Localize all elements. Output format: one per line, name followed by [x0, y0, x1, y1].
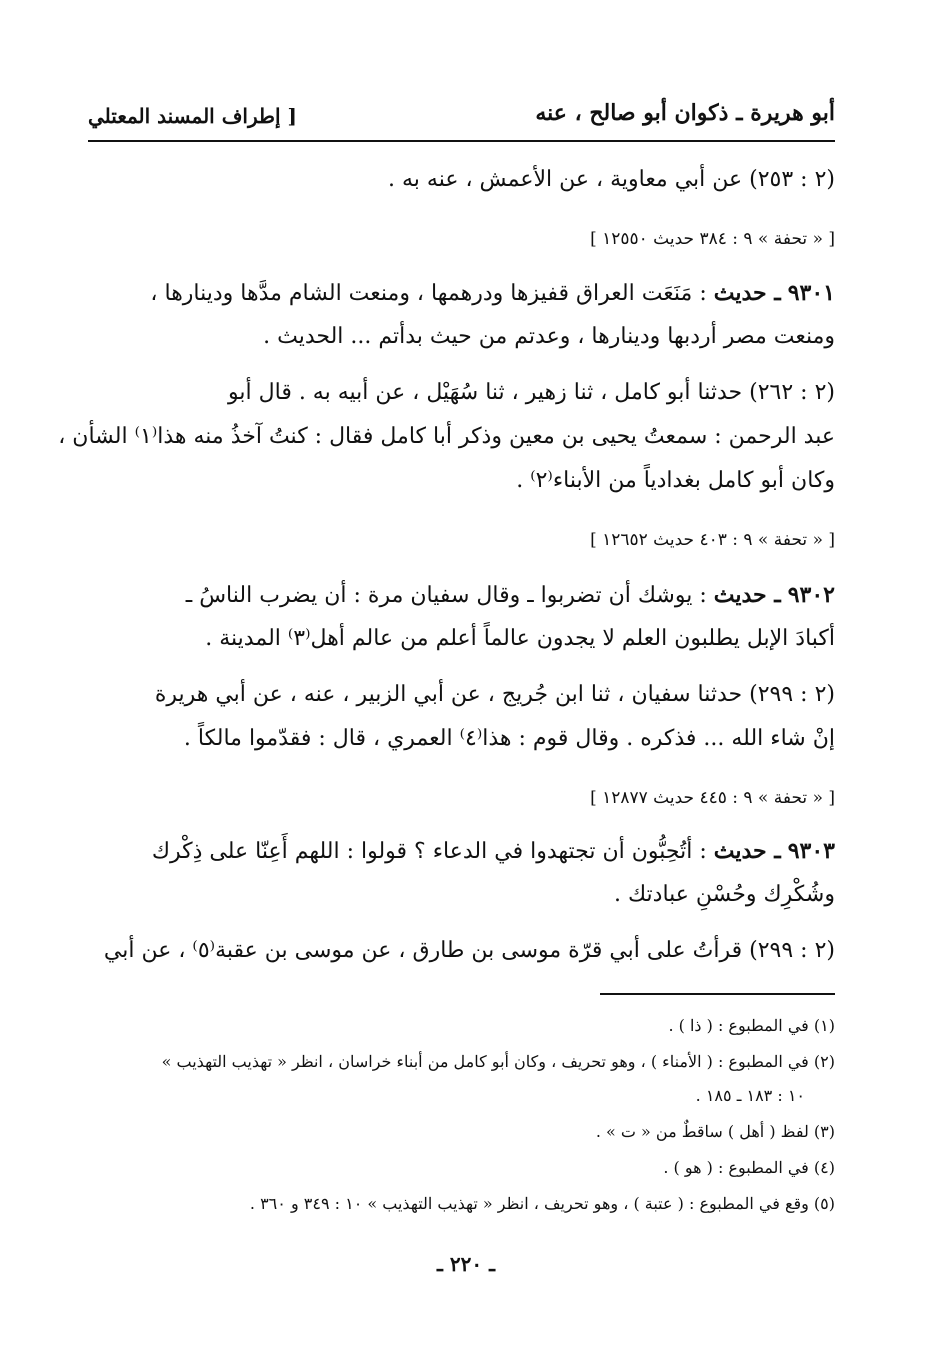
footnote-1: (١) في المطبوع : ( ذا ) . — [668, 1016, 835, 1035]
hadith-9303-line-2: وشُكْرِك وحُسْنِ عبادتك . — [614, 882, 835, 907]
hadith-label: ـ حديث — [713, 838, 781, 864]
hadith-9301-isnad-3: وكان أبو كامل بغدادياً من الأبناء⁽٢⁾ . — [516, 468, 835, 493]
hadith-9302-isnad-1: (٢ : ٢٩٩) حدثنا سفيان ، ثنا ابن جُريج ، عن أبي الزبير ، عنه ، عن أبي هريرة — [154, 682, 835, 707]
hadith-9302-line-2: أكبادَ الإبل يطلبون العلم لا يجدون عالماً أعلم من عالم أهل⁽٣⁾ المدينة . — [205, 626, 835, 651]
page-number: ـ ٢٢٠ ـ — [437, 1252, 495, 1276]
hadith-9302-line-1 — [186, 582, 835, 608]
footnote-2: (٢) في المطبوع : ( الأمناء ) ، وهو تحريف ، وكان أبو كامل من أبناء خراسان ، انظر « تهذيب التهذيب » — [161, 1052, 835, 1071]
hadith-text: : مَنَعَت العراق قفيزها ودرهمها ، ومنعت الشام مدَّها ودينارها ، — [150, 281, 707, 306]
hadith-label: ـ حديث — [713, 582, 781, 608]
header-rule — [88, 140, 835, 142]
hadith-number: ٩٣٠٣ — [787, 838, 835, 864]
footnote-5: (٥) وقع في المطبوع : ( عتبة ) ، وهو تحريف ، انظر « تهذيب التهذيب » ١٠ : ٣٤٩ و ٣٦٠ . — [249, 1194, 835, 1213]
hadith-9301-line-1 — [150, 280, 835, 306]
footnote-4: (٤) في المطبوع : ( هو ) . — [663, 1158, 835, 1177]
footnote-rule — [600, 993, 835, 995]
tuhfa-ref-3: [ « تحفة » ٩ : ٤٤٥ حديث ١٢٨٧٧ ] — [590, 788, 835, 808]
hadith-9301-isnad-1: (٢ : ٢٦٢) حدثنا أبو كامل ، ثنا زهير ، ثنا سُهَيْل ، عن أبيه به . قال أبو — [228, 380, 835, 405]
hadith-9303-isnad-1: (٢ : ٢٩٩) قرأتُ على أبي قرّة موسى بن طارق ، عن موسى بن عقبة⁽٥⁾ ، عن أبي — [103, 938, 835, 963]
hadith-text: : أتُحِبُّون أن تجتهدوا في الدعاء ؟ قولوا : اللهم أَعِنّا على ذِكْرك — [151, 839, 707, 864]
intro-line: (٢ : ٢٥٣) عن أبي معاوية ، عن الأعمش ، عنه به . — [388, 167, 835, 192]
footnote-3: (٣) لفظ ( أهل ) ساقطٌ من « ت » . — [595, 1122, 835, 1141]
tuhfa-ref-1: [ « تحفة » ٩ : ٣٨٤ حديث ١٢٥٥٠ ] — [590, 229, 835, 249]
hadith-9301-line-2: ومنعت مصر أردبها ودينارها ، وعدتم من حيث بدأتم ... الحديث . — [263, 324, 835, 349]
hadith-9302-isnad-2: إنْ شاء الله ... فذكره . وقال قوم : هذا⁽٤⁾ العمري ، قال : فقدّموا مالكاً . — [183, 726, 835, 751]
hadith-9303-line-1 — [152, 838, 835, 864]
footnote-2-continued: ١٠ : ١٨٣ ـ ١٨٥ . — [695, 1086, 805, 1105]
hadith-number: ٩٣٠١ — [787, 280, 835, 306]
tuhfa-ref-2: [ « تحفة » ٩ : ٤٠٣ حديث ١٢٦٥٢ ] — [590, 530, 835, 550]
running-header-left: [ إطراف المسند المعتلي — [88, 104, 297, 128]
hadith-number: ٩٣٠٢ — [787, 582, 835, 608]
hadith-9301-isnad-2: عبد الرحمن : سمعتُ يحيى بن معين وذكر أبا كامل فقال : كنتُ آخذُ منه هذا⁽١⁾ الشأن ، — [58, 424, 835, 449]
hadith-text: : يوشك أن تضربوا ـ وقال سفيان مرة : أن يضرب الناسُ ـ — [185, 583, 707, 608]
running-header-right: أبو هريرة ـ ذكوان أبو صالح ، عنه — [535, 100, 835, 126]
hadith-label: ـ حديث — [713, 280, 781, 306]
